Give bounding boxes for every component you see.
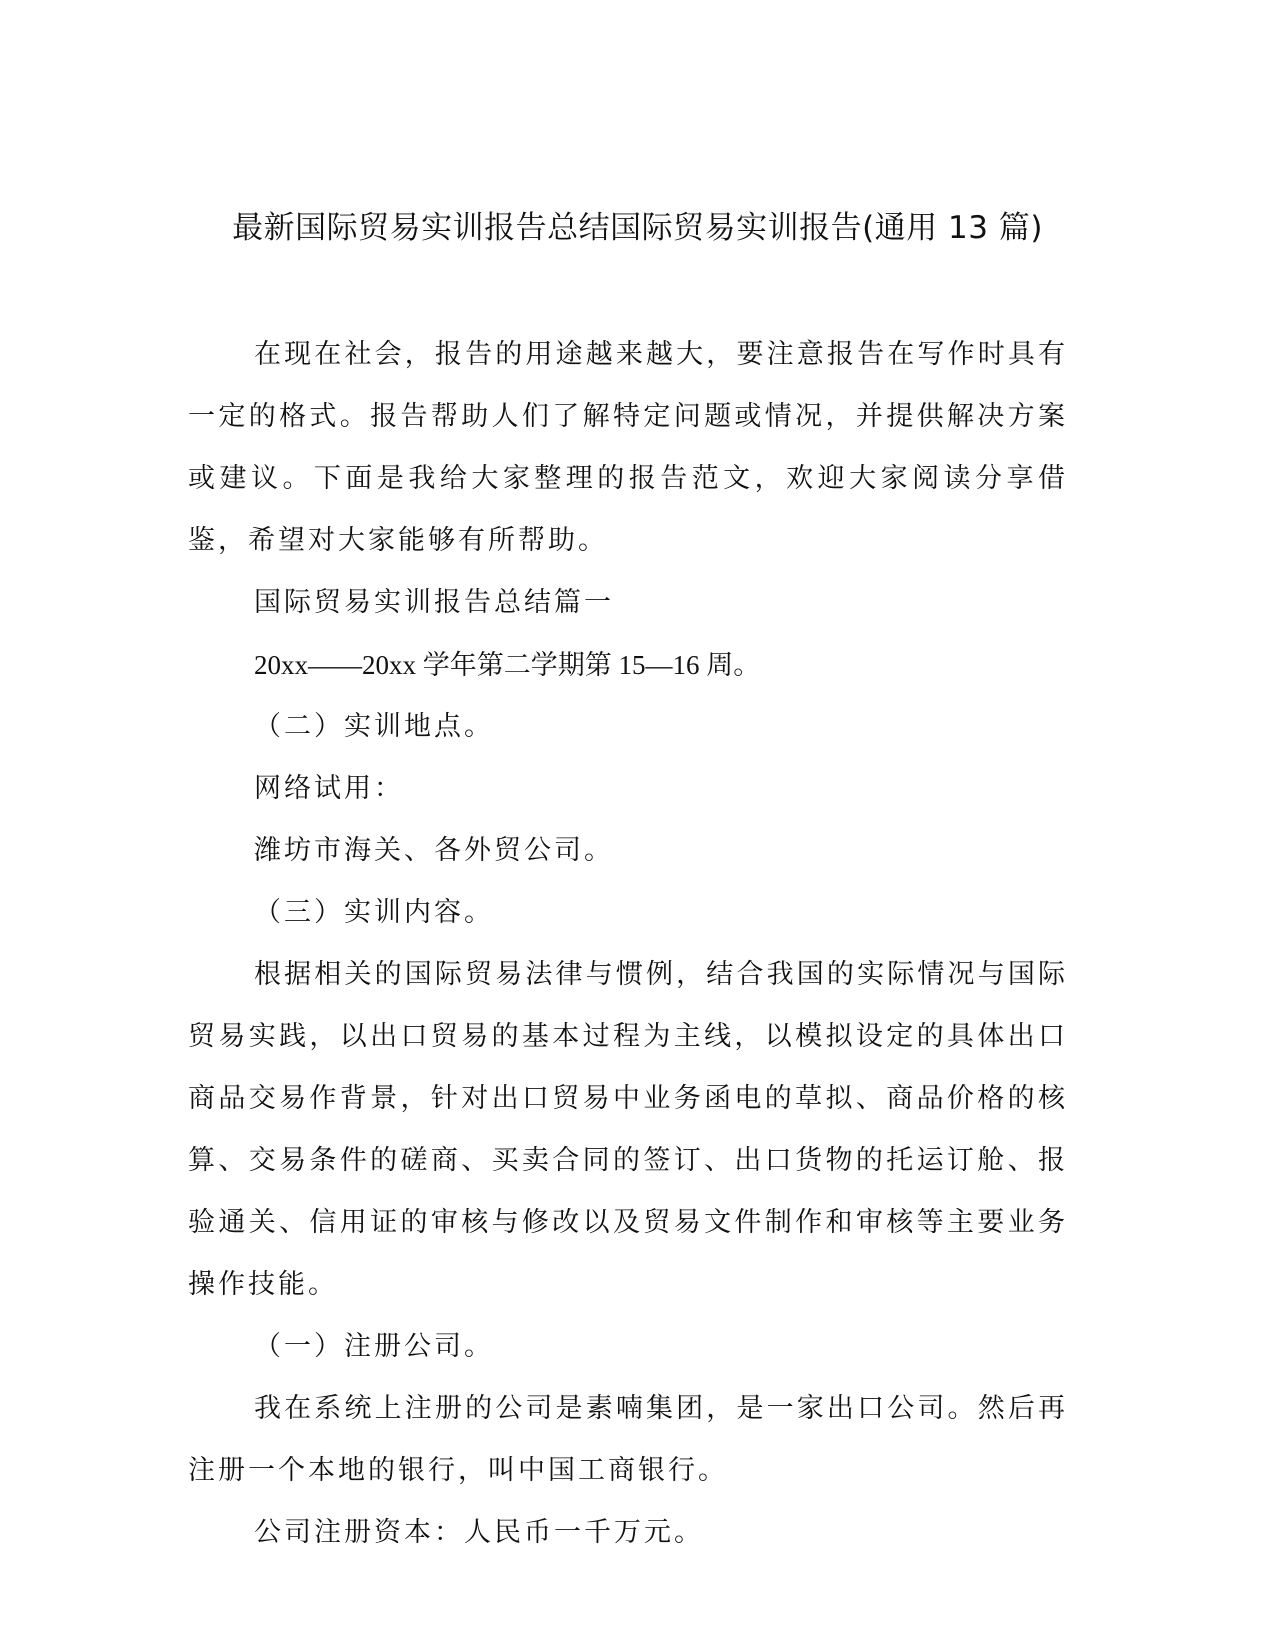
- document-title: 最新国际贸易实训报告总结国际贸易实训报告(通用 13 篇): [232, 210, 1043, 246]
- network-trial-line: 网络试用：: [254, 773, 404, 804]
- period-line: 20xx——20xx 学年第二学期第 15—16 周。: [254, 650, 761, 680]
- location-line: 潍坊市海关、各外贸公司。: [254, 835, 614, 866]
- subheading-content: （三）实训内容。: [254, 897, 494, 928]
- capital-line: 公司注册资本：人民币一千万元。: [254, 1517, 704, 1548]
- content-paragraph: 根据相关的国际贸易法律与惯例，结合我国的实际情况与国际贸易实践，以出口贸易的基本过程为主线，以模拟设定的具体出口商品交易作背景，针对出口贸易中业务函电的草拟、商品价格的核算、交易条件的磋商、买卖合同的签订、出口货物的托运订舱、报验通关、信用证的审核与修改以及贸易文件制作和审核等主要业务操作技能。: [188, 959, 1068, 1300]
- register-paragraph: 我在系统上注册的公司是素喃集团，是一家出口公司。然后再注册一个本地的银行，叫中国工商银行。: [188, 1393, 1068, 1486]
- section-heading: 国际贸易实训报告总结篇一: [254, 587, 614, 618]
- subheading-location: （二）实训地点。: [254, 711, 494, 742]
- intro-paragraph: 在现在社会，报告的用途越来越大，要注意报告在写作时具有一定的格式。报告帮助人们了解特定问题或情况，并提供解决方案或建议。下面是我给大家整理的报告范文，欢迎大家阅读分享借鉴，希望对大家能够有所帮助。: [188, 339, 1068, 556]
- subheading-register: （一）注册公司。: [254, 1331, 494, 1362]
- document-body: [188, 324, 1068, 1564]
